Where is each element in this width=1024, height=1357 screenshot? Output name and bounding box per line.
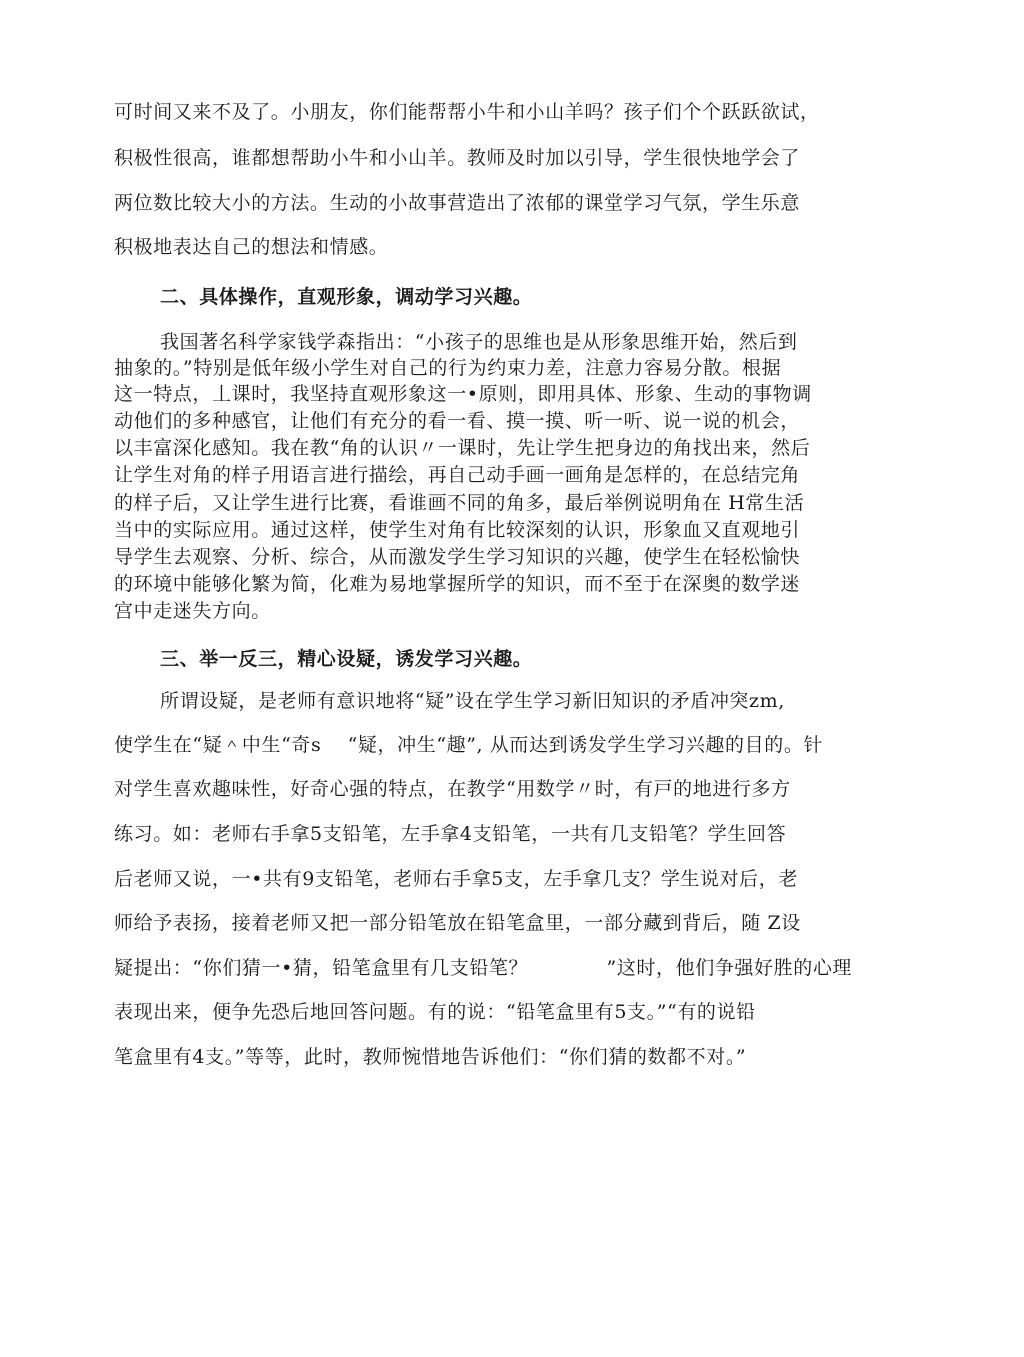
text-line: 的样子后，又让学生进行比赛，看谁画不同的角多，最后举例说明角在 H常生活 (114, 492, 805, 514)
text-line: 的环境中能够化繁为简，化难为易地掌握所学的知识，而不至于在深奥的数学迷 (114, 573, 801, 595)
text-line: 导学生去观察、分析、综合，从而激发学生学习知识的兴趣，使学生在轻松愉快 (114, 546, 801, 568)
text-line: 积极性很高，谁都想帮助小牛和小山羊。教师及时加以引导，学生很快地学会了 (114, 147, 801, 169)
text-line: 积极地表达自己的想法和情感。 (114, 236, 389, 258)
text-line: 动他们的多种感官，让他们有充分的看一看、摸一摸、听一听、说一说的机会， (114, 410, 801, 432)
text-line: 笔盒里有4支。”等等，此时，教师惋惜地告诉他们：“你们猜的数都不对。” (114, 1046, 747, 1068)
text-line: 师给予表扬，接着老师又把一部分铅笔放在铅笔盒里，一部分藏到背后，随 Z设 (114, 912, 801, 934)
text-line: 当中的实际应用。通过这样，使学生对角有比较深刻的认识，形象血又直观地引 (114, 519, 801, 541)
text-line: 以丰富深化感知。我在教“角的认识〃一课时，先让学生把身边的角找出来，然后 (114, 437, 811, 459)
text-line: 练习。如：老师右手拿5支铅笔，左手拿4支铅笔，一共有几支铅笔？学生回答 (114, 823, 787, 845)
text-line: 对学生喜欢趣味性，好奇心强的特点，在教学“用数学〃时，有戸的地进行多方 (114, 778, 791, 800)
text-line: 后老师又说，一•共有9支铅笔，老师右手拿5支，左手拿几支？学生说对后，老 (114, 868, 798, 890)
text-line: 两位数比较大小的方法。生动的小故事营造出了浓郁的课堂学习气氛，学生乐意 (114, 192, 801, 214)
text-line: 所谓设疑，是老师有意识地将“疑”设在学生学习新旧知识的矛盾冲突zm, (160, 690, 785, 712)
text-line: 疑提出：“你们猜一•猜，铅笔盒里有几支铅笔？ ”这时，他们争强好胜的心理 (114, 957, 853, 979)
text-line: 表现出来，便争先恐后地回答问题。有的说：“铅笔盒里有5支。”“有的说铅 (114, 1001, 756, 1023)
text-line: 抽象的。”特别是低年级小学生对自己的行为约束力差，注意力容易分散。根据 (114, 357, 782, 379)
text-line: 我国著名科学家钱学森指出：“小孩子的思维也是从形象思维开始，然后到 (160, 331, 798, 353)
text-line: 这一特点，丄课时，我坚持直观形象这一•原则，即用具体、形象、生动的事物调 (114, 383, 812, 405)
section-heading: 二、具体操作，直观形象，调动学习兴趣。 (160, 286, 533, 308)
text-line: 宫中走迷失方向。 (114, 600, 271, 622)
section-heading: 三、举一反三，精心设疑，诱发学习兴趣。 (160, 648, 533, 670)
text-line: 让学生对角的样子用语言进行描绘，再自己动手画一画角是怎样的，在总结完角 (114, 464, 801, 486)
text-line: 可时间又来不及了。小朋友，你们能帮帮小牛和小山羊吗？孩子们个个跃跃欲试， (114, 101, 820, 123)
text-line: 使学生在“疑＾中生“奇s “疑，冲生“趣”, 从而达到诱发学生学习兴趣的目的。针 (114, 734, 824, 756)
